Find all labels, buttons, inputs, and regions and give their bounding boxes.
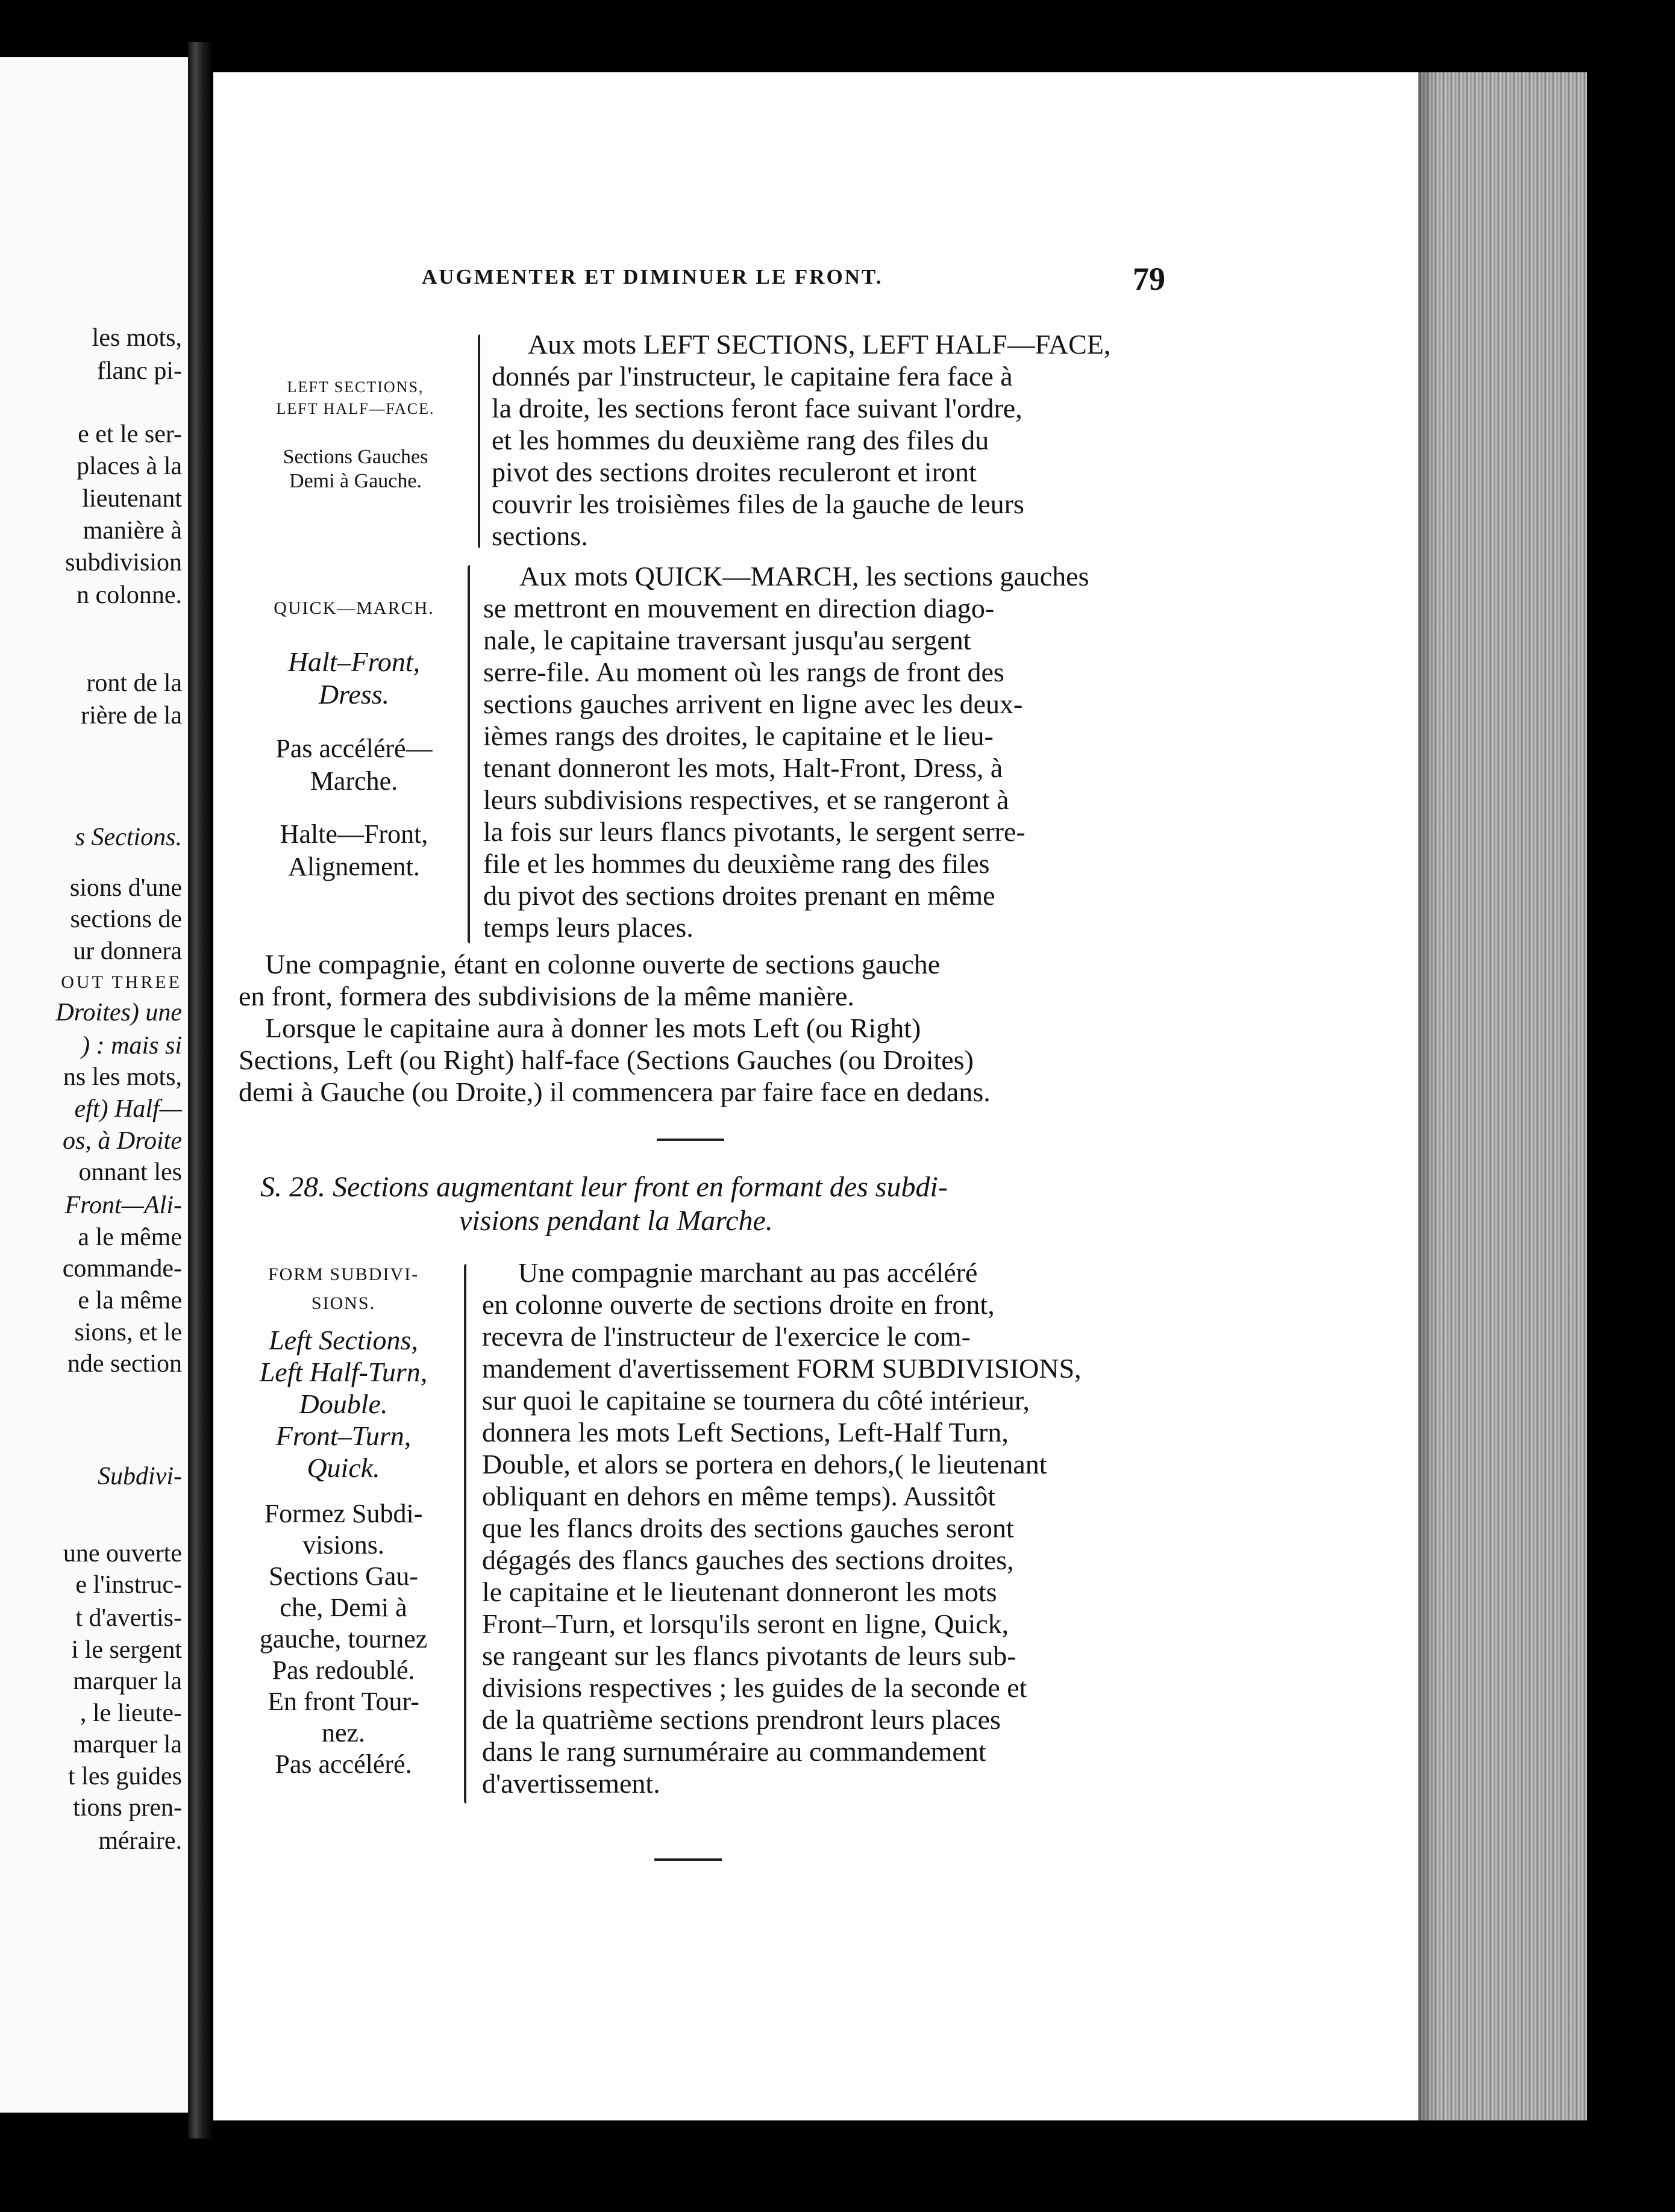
left-page-fragment-line: i le sergent: [71, 1636, 182, 1664]
left-page-fragment-line: une ouverte: [63, 1540, 182, 1567]
margin-note: Quick.: [307, 1452, 380, 1483]
left-page-fragment-line: nde section: [67, 1350, 182, 1378]
left-page-fragment-line: commande-: [62, 1255, 182, 1283]
text-line: se mettront en mouvement en direction diago-: [483, 593, 995, 623]
margin-note: Marche.: [310, 766, 398, 796]
margin-note: LEFT HALF—FACE.: [276, 400, 435, 417]
page-edge-shadow: [1418, 72, 1436, 2120]
paragraph-block-3: [482, 1257, 1082, 1799]
margin-note: Sections Gauches: [283, 446, 428, 468]
text-line: se rangeant sur les flancs pivotants de leurs sub-: [482, 1640, 1016, 1671]
section-separator: [654, 1858, 722, 1861]
text-line: file et les hommes du deuxième rang des files: [483, 848, 990, 879]
text-line: en colonne ouverte de sections droite en front,: [482, 1289, 995, 1320]
left-page-fragment-line: eft) Half—: [74, 1095, 182, 1123]
running-head: AUGMENTER ET DIMINUER LE FRONT.: [422, 265, 883, 289]
text-line: Double, et alors se portera en dehors,( le lieutenant: [482, 1449, 1047, 1479]
margin-note: che, Demi à: [280, 1593, 407, 1622]
margin-note: Double.: [299, 1389, 388, 1419]
page-number: 79: [1133, 261, 1165, 297]
left-page-fragment-line: tions pren-: [73, 1794, 182, 1822]
brace: [468, 565, 470, 943]
left-page-fragment-line: n colonne.: [77, 581, 182, 609]
text-line: donnera les mots Left Sections, Left-Half Turn,: [482, 1417, 1009, 1448]
text-line: dégagés des flancs gauches des sections droites,: [482, 1545, 1014, 1575]
text-line: couvrir les troisièmes files de la gauche de leurs: [492, 489, 1024, 519]
margin-note: Pas accéléré.: [275, 1749, 412, 1779]
text-line: Aux mots LEFT SECTIONS, LEFT HALF—FACE,: [528, 329, 1111, 360]
text-line: dans le rang surnuméraire au commandement: [482, 1736, 986, 1767]
margin-note: gauche, tournez: [259, 1624, 428, 1654]
margin-note: Pas accéléré—: [275, 734, 433, 763]
text-line: la fois sur leurs flancs pivotants, le sergent serre-: [483, 816, 1025, 847]
section-heading: [260, 1170, 948, 1238]
text-line: que les flancs droits des sections gauches seront: [482, 1513, 1014, 1543]
margin-note: SIONS.: [311, 1293, 376, 1313]
margin-note: Front–Turn,: [275, 1420, 412, 1451]
margin-note: Pas redoublé.: [272, 1655, 415, 1685]
text-line: leurs subdivisions respectives, et se rangeront à: [483, 784, 1009, 815]
margin-note: Dress.: [318, 679, 390, 710]
left-page-fragment-line: onnant les: [78, 1158, 182, 1186]
margin-note: LEFT SECTIONS,: [287, 378, 424, 396]
left-page-fragment-line: e l'instruc-: [75, 1571, 182, 1599]
text-line: Sections, Left (ou Right) half-face (Sections Gauches (ou Droites): [239, 1045, 974, 1075]
left-page-fragment-line: lieutenant: [82, 485, 182, 513]
text-line: serre-file. Au moment où les rangs de front des: [483, 657, 1004, 687]
section-heading-line: S. 28. Sections augmentant leur front en formant des subdi-: [260, 1171, 948, 1203]
left-page-fragment-line: rière de la: [81, 702, 182, 730]
text-line: Une compagnie marchant au pas accéléré: [518, 1257, 978, 1288]
paragraph-lorsque: [239, 1012, 991, 1108]
margin-note: QUICK—MARCH.: [274, 598, 434, 618]
left-page-fragment-line: OUT THREE: [61, 972, 182, 992]
margin-note: Demi à Gauche.: [289, 470, 422, 492]
text-line: sur quoi le capitaine se tournera du côté intérieur,: [482, 1385, 1030, 1416]
left-page-fragment-line: Front—Ali-: [64, 1192, 182, 1219]
left-page-fragment-line: les mots,: [92, 324, 182, 352]
left-page-fragment-line: manière à: [83, 517, 182, 545]
left-page-fragment-line: os, à Droite: [63, 1127, 182, 1155]
text-line: recevra de l'instructeur de l'exercice le com-: [482, 1321, 971, 1352]
section-heading-line: visions pendant la Marche.: [459, 1205, 773, 1237]
left-page-fragment-line: Droites) une: [55, 999, 182, 1026]
margin-note: En front Tour-: [268, 1687, 419, 1716]
margin-note: Sections Gau-: [268, 1561, 419, 1591]
text-line: du pivot des sections droites prenant en même: [483, 880, 995, 911]
left-page-fragment-line: t d'avertis-: [75, 1604, 182, 1632]
left-page-fragment-line: Subdivi-: [98, 1463, 182, 1490]
margin-note: Halt–Front,: [287, 646, 421, 677]
text-line: tenant donneront les mots, Halt-Front, Dress, à: [483, 752, 1003, 783]
left-page-fragment-line: a le même: [78, 1223, 182, 1251]
left-page-fragment-line: marquer la: [73, 1667, 182, 1695]
left-page-fragment-line: places à la: [77, 452, 182, 480]
text-line: d'avertissement.: [482, 1768, 660, 1799]
text-line: pivot des sections droites reculeront et iront: [492, 457, 977, 487]
section-separator: [657, 1139, 724, 1141]
text-line: divisions respectives ; les guides de la seconde et: [482, 1672, 1027, 1703]
left-page-fragment-line: t les guides: [68, 1763, 182, 1790]
text-line: Front–Turn, et lorsqu'ils seront en ligne, Quick,: [482, 1608, 1009, 1639]
brace: [478, 334, 480, 548]
left-page-fragment-line: sections de: [70, 905, 182, 933]
left-page-fragment-line: marquer la: [73, 1731, 182, 1758]
paragraph-block-1: [492, 328, 1110, 552]
left-page-fragment: [0, 57, 188, 2113]
paragraph-block-2: [483, 560, 1089, 943]
left-page-fragment-line: ront de la: [86, 669, 182, 697]
text-line: nale, le capitaine traversant jusqu'au sergent: [483, 625, 971, 655]
paragraph-company: [239, 948, 940, 1012]
text-line: donnés par l'instructeur, le capitaine fera face à: [492, 361, 1013, 392]
margin-notes-2: [241, 596, 467, 883]
left-page-fragment-line: ur donnera: [73, 937, 182, 965]
text-line: en front, formera des subdivisions de la même manière.: [239, 981, 854, 1011]
text-line: mandement d'avertissement FORM SUBDIVISIONS,: [482, 1353, 1082, 1384]
margin-note: Halte—Front,: [280, 819, 428, 849]
margin-note: FORM SUBDIVI-: [268, 1264, 419, 1284]
left-page-fragment-line: ) : mais si: [81, 1032, 182, 1060]
text-line: et les hommes du deuxième rang des files du: [492, 425, 989, 455]
margin-notes-3: [232, 1260, 455, 1780]
text-line: le capitaine et le lieutenant donneront les mots: [482, 1576, 997, 1607]
text-line: la droite, les sections feront face suivant l'ordre,: [492, 393, 1022, 423]
margin-note: Alignement.: [288, 852, 420, 881]
text-line: demi à Gauche (ou Droite,) il commencera par faire face en dedans.: [239, 1076, 991, 1107]
margin-note: nez.: [321, 1718, 366, 1748]
left-page-fragment-line: s Sections.: [75, 823, 182, 851]
left-page-fragment-line: e la même: [78, 1287, 182, 1314]
text-line: sections.: [492, 520, 588, 551]
text-line: de la quatrième sections prendront leurs places: [482, 1704, 1001, 1735]
text-line: Aux mots QUICK—MARCH, les sections gauches: [519, 561, 1089, 592]
brace: [464, 1264, 466, 1804]
text-line: sections gauches arrivent en ligne avec les deux-: [483, 689, 1023, 719]
text-line: Une compagnie, étant en colonne ouverte de sections gauche: [265, 949, 941, 979]
left-page-fragment-line: sions, et le: [74, 1319, 182, 1346]
left-page-fragment-line: sions d'une: [69, 874, 182, 902]
left-page-fragment-line: ns les mots,: [63, 1063, 182, 1091]
book-gutter: [188, 42, 213, 2139]
left-page-fragment-line: flanc pi-: [96, 357, 182, 385]
text-line: temps leurs places.: [483, 912, 693, 943]
margin-note: Left Half-Turn,: [259, 1357, 428, 1387]
text-line: ièmes rangs des droites, le capitaine et le lieu-: [483, 720, 994, 751]
left-page-fragment-line: e et le ser-: [78, 420, 182, 448]
margin-notes-1: [241, 376, 470, 493]
margin-note: Formez Subdi-: [264, 1499, 423, 1528]
page-edges: [1418, 72, 1587, 2120]
margin-note: visions.: [302, 1530, 384, 1560]
text-line: obliquant en dehors en même temps). Aussitôt: [482, 1481, 996, 1511]
left-page-fragment-line: subdivision: [65, 549, 182, 576]
left-page-fragment-line: , le lieute-: [80, 1699, 182, 1727]
text-line: Lorsque le capitaine aura à donner les mots Left (ou Right): [265, 1013, 921, 1043]
margin-note: Left Sections,: [269, 1325, 418, 1355]
left-page-fragment-line: méraire.: [98, 1827, 182, 1855]
